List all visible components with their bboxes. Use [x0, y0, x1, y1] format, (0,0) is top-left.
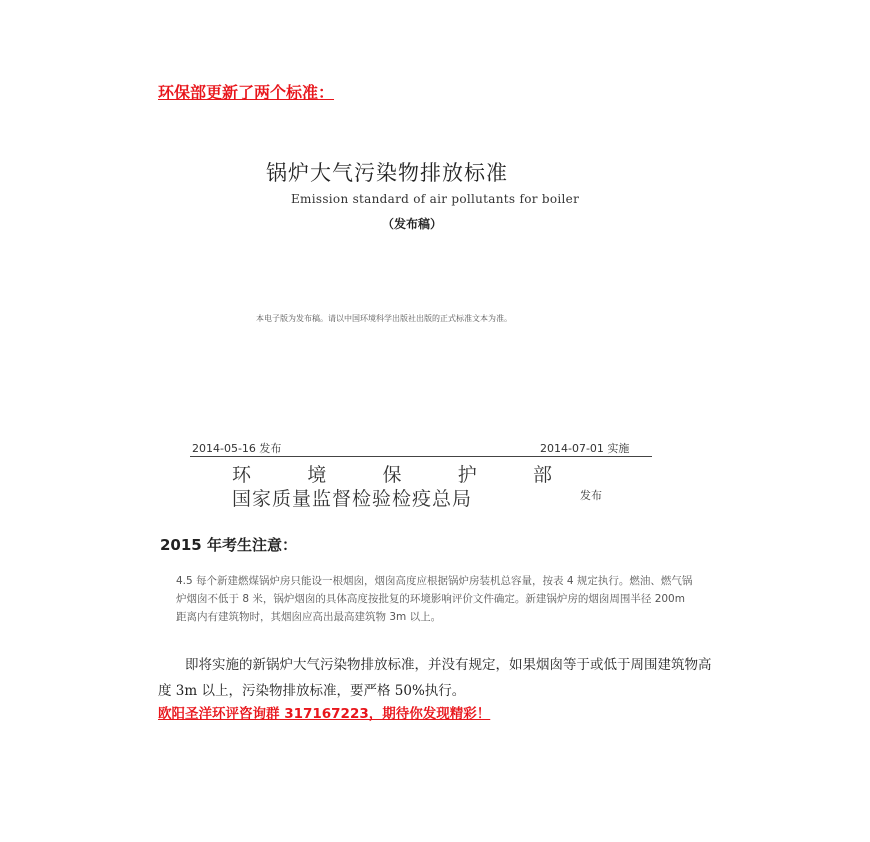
electronic-version-note: 本电子版为发布稿。请以中国环境科学出版社出版的正式标准文本为准。: [256, 314, 512, 323]
ministry-line-2: 国家质量监督检验检疫总局: [232, 488, 473, 510]
ministry-char: 保: [382, 464, 402, 486]
clause-excerpt: 4.5 每个新建燃煤锅炉房只能设一根烟囱，烟囱高度应根据锅炉房装机总容量，按表 4 规定执行。燃油、燃气锅炉烟囱不低于 8 米，锅炉烟囱的具体高度按批复的环境影响评价文件确定。新建锅炉房的烟囱周围半径 200m 距离内有建筑物时，其烟囱应高出最高建筑物 3m 以上。: [176, 575, 693, 623]
ministry-line-1: [232, 460, 552, 487]
headline: 环保部更新了两个标准：: [158, 83, 335, 102]
draft-tag: （发布稿）: [382, 217, 443, 231]
ministry-char: 部: [532, 464, 552, 486]
date-divider: [190, 456, 652, 457]
ministry-char: 护: [457, 464, 477, 486]
effective-date: 2014-07-01 实施: [540, 442, 630, 455]
ministry-char: 环: [232, 464, 252, 486]
issue-date: 2014-05-16 发布: [192, 442, 282, 455]
standard-title-cn: 锅炉大气污染物排放标准: [266, 161, 508, 185]
notice-title: 2015 年考生注意：: [160, 536, 297, 554]
standard-title-en: Emission standard of air pollutants for boiler: [291, 192, 580, 206]
notice-paragraph: 即将实施的新锅炉大气污染物排放标准，并没有规定，如果烟囱等于或低于周围建筑物高度 3m 以上，污染物排放标准，要严格 50%执行。: [158, 657, 712, 699]
ministry-char: 境: [307, 464, 327, 486]
footer-contact: 欧阳圣洋环评咨询群 317167223，期待你发现精彩！: [158, 706, 491, 722]
publish-tag: 发布: [580, 489, 602, 502]
